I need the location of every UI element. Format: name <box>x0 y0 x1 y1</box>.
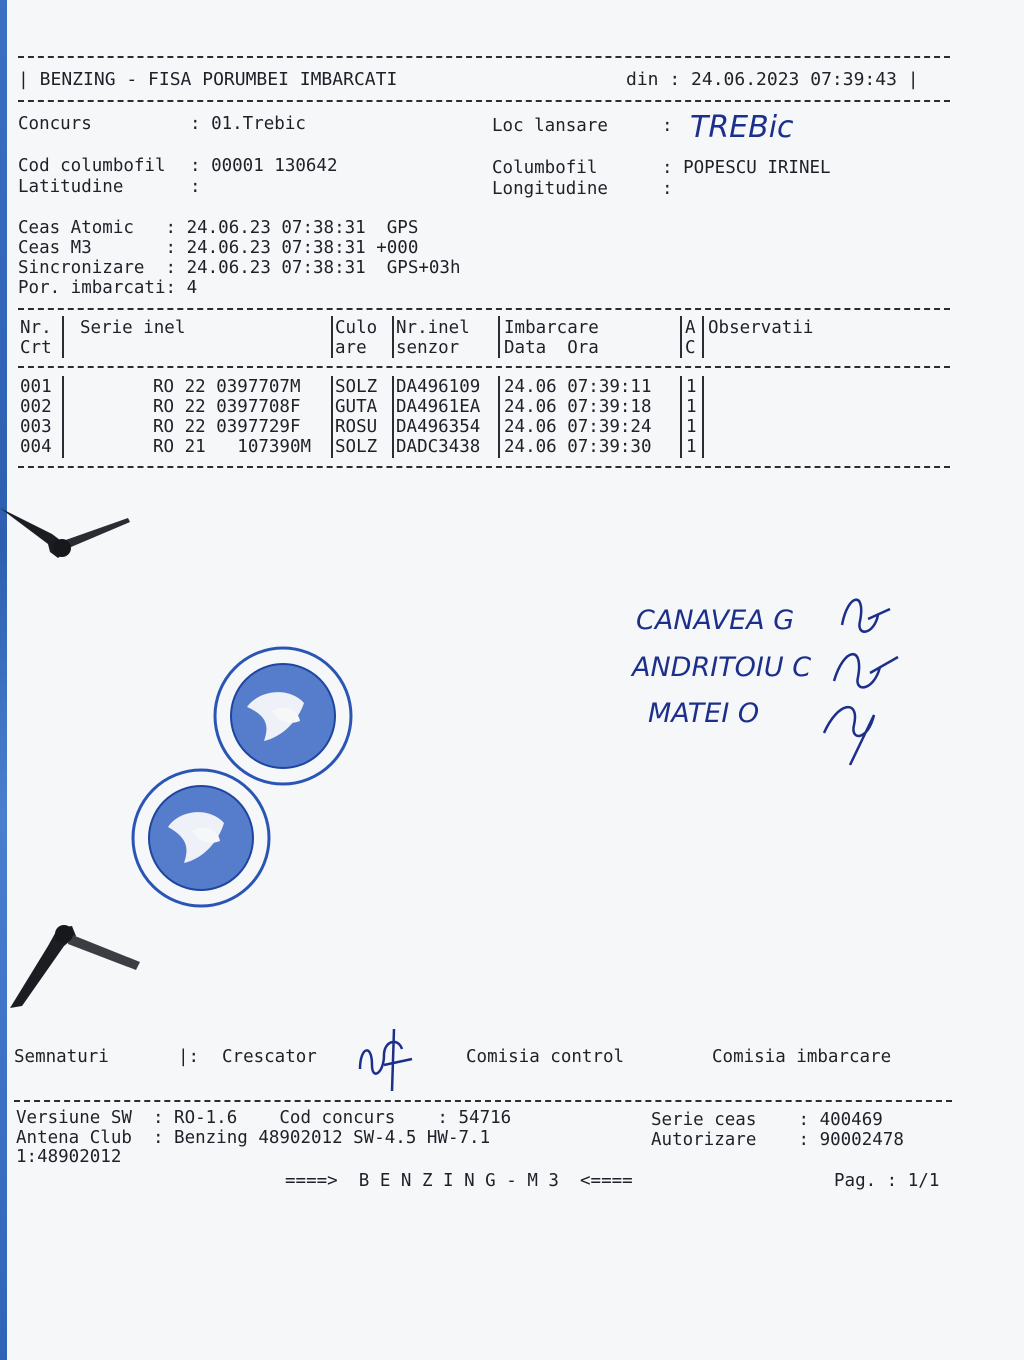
th-culoare-1: Culo <box>335 318 378 338</box>
row-senzor: DADC3438 <box>396 437 481 457</box>
ceas-atomic-line: Ceas Atomic : 24.06.23 07:38:31 GPS <box>18 218 419 238</box>
loc-lansare-handwritten: TREBic <box>690 110 794 145</box>
table-bottom-rule <box>18 466 950 468</box>
th-c: C <box>685 338 696 358</box>
handwritten-name: CANAVEA G <box>636 605 795 636</box>
row-serie: RO 22 0397729F <box>153 417 301 437</box>
row-nr: 002 <box>20 397 52 417</box>
benzing-banner: ====> B E N Z I N G - M 3 <==== <box>285 1171 633 1191</box>
cod-columbofil-label: Cod columbofil <box>18 156 166 176</box>
row-serie: RO 21 107390M <box>153 437 312 457</box>
row-ac: 1 <box>686 397 697 417</box>
row-nr: 003 <box>20 417 52 437</box>
row-serie: RO 22 0397708F <box>153 397 301 417</box>
row-nr: 001 <box>20 377 52 397</box>
th-a: A <box>685 318 696 338</box>
table-header-rule <box>18 366 950 368</box>
th-senzor: senzor <box>396 338 460 358</box>
row-imbarcare: 24.06 07:39:24 <box>504 417 652 437</box>
ceas-m3-line: Ceas M3 : 24.06.23 07:38:31 +000 <box>18 238 419 258</box>
handwritten-name: MATEI O <box>648 698 760 729</box>
th-nr-inel: Nr.inel <box>396 318 470 338</box>
th-crt: Crt <box>20 338 52 358</box>
row-ac: 1 <box>686 377 697 397</box>
columbofil-label: Columbofil <box>492 158 598 178</box>
table-top-rule <box>18 308 950 310</box>
staple-bottom <box>0 920 150 1015</box>
porumbei-imbarcati-line: Por. imbarcati: 4 <box>18 278 198 298</box>
concurs-label: Concurs <box>18 114 92 134</box>
staple-top <box>0 500 140 570</box>
page-number: Pag. : 1/1 <box>834 1171 940 1191</box>
th-data-ora: Data Ora <box>504 338 599 358</box>
row-culoare: SOLZ <box>335 437 378 457</box>
row-imbarcare: 24.06 07:39:11 <box>504 377 652 397</box>
th-imbarcare: Imbarcare <box>504 318 599 338</box>
comisia-imbarcare-label: Comisia imbarcare <box>712 1047 892 1067</box>
comisia-control-label: Comisia control <box>466 1047 625 1067</box>
row-ac: 1 <box>686 437 697 457</box>
th-divider <box>680 316 682 358</box>
th-nr: Nr. <box>20 318 52 338</box>
club-code-line: 1:48902012 <box>16 1147 122 1167</box>
latitudine-label: Latitudine <box>18 177 124 197</box>
semnaturi-label: Semnaturi <box>14 1047 109 1067</box>
td-divider <box>680 376 682 458</box>
stamp-seal <box>130 767 272 909</box>
row-imbarcare: 24.06 07:39:18 <box>504 397 652 417</box>
antena-club-line: Antena Club : Benzing 48902012 SW-4.5 HW-7.1 <box>16 1128 491 1148</box>
row-culoare: GUTA <box>335 397 378 417</box>
autorizare-line: Autorizare : 90002478 <box>651 1130 904 1150</box>
th-divider <box>331 316 333 358</box>
th-culoare-2: are <box>335 338 367 358</box>
semnaturi-sep: |: <box>178 1047 200 1067</box>
row-ac: 1 <box>686 417 697 437</box>
row-senzor: DA496354 <box>396 417 481 437</box>
td-divider <box>62 376 64 458</box>
handwritten-name: ANDRITOIU C <box>632 652 812 683</box>
th-observatii: Observatii <box>708 318 814 338</box>
crescator-signature <box>354 1025 418 1095</box>
row-imbarcare: 24.06 07:39:30 <box>504 437 652 457</box>
crescator-label: Crescator <box>222 1047 317 1067</box>
row-serie: RO 22 0397707M <box>153 377 301 397</box>
row-culoare: SOLZ <box>335 377 378 397</box>
header-rule <box>18 100 950 102</box>
row-nr: 004 <box>20 437 52 457</box>
row-senzor: DA496109 <box>396 377 481 397</box>
longitudine-label: Longitudine <box>492 179 608 199</box>
row-senzor: DA4961EA <box>396 397 481 417</box>
columbofil-value: : POPESCU IRINEL <box>662 158 831 178</box>
th-divider <box>392 316 394 358</box>
top-rule <box>18 56 950 58</box>
document-datetime: din : 24.06.2023 07:39:43 | <box>626 69 919 90</box>
scan-edge <box>0 0 7 1360</box>
loc-lansare-sep: : <box>662 116 673 136</box>
cod-columbofil-value: : 00001 130642 <box>190 156 338 176</box>
serie-ceas-line: Serie ceas : 400469 <box>651 1110 883 1130</box>
th-divider <box>498 316 500 358</box>
stamp-seal <box>212 645 354 787</box>
latitudine-value: : <box>190 177 201 197</box>
versiune-sw-line: Versiune SW : RO-1.6 Cod concurs : 54716 <box>16 1108 512 1128</box>
td-divider <box>392 376 394 458</box>
loc-lansare-label: Loc lansare <box>492 116 608 136</box>
td-divider <box>498 376 500 458</box>
th-divider <box>702 316 704 358</box>
handwritten-signatures <box>820 585 910 770</box>
longitudine-value: : <box>662 179 673 199</box>
th-divider <box>62 316 64 358</box>
td-divider <box>331 376 333 458</box>
document-title: | BENZING - FISA PORUMBEI IMBARCATI <box>18 69 398 90</box>
row-culoare: ROSU <box>335 417 378 437</box>
sincronizare-line: Sincronizare : 24.06.23 07:38:31 GPS+03h <box>18 258 461 278</box>
td-divider <box>702 376 704 458</box>
th-serie-inel: Serie inel <box>80 318 186 338</box>
concurs-value: : 01.Trebic <box>190 114 306 134</box>
footer-rule <box>14 1100 952 1102</box>
